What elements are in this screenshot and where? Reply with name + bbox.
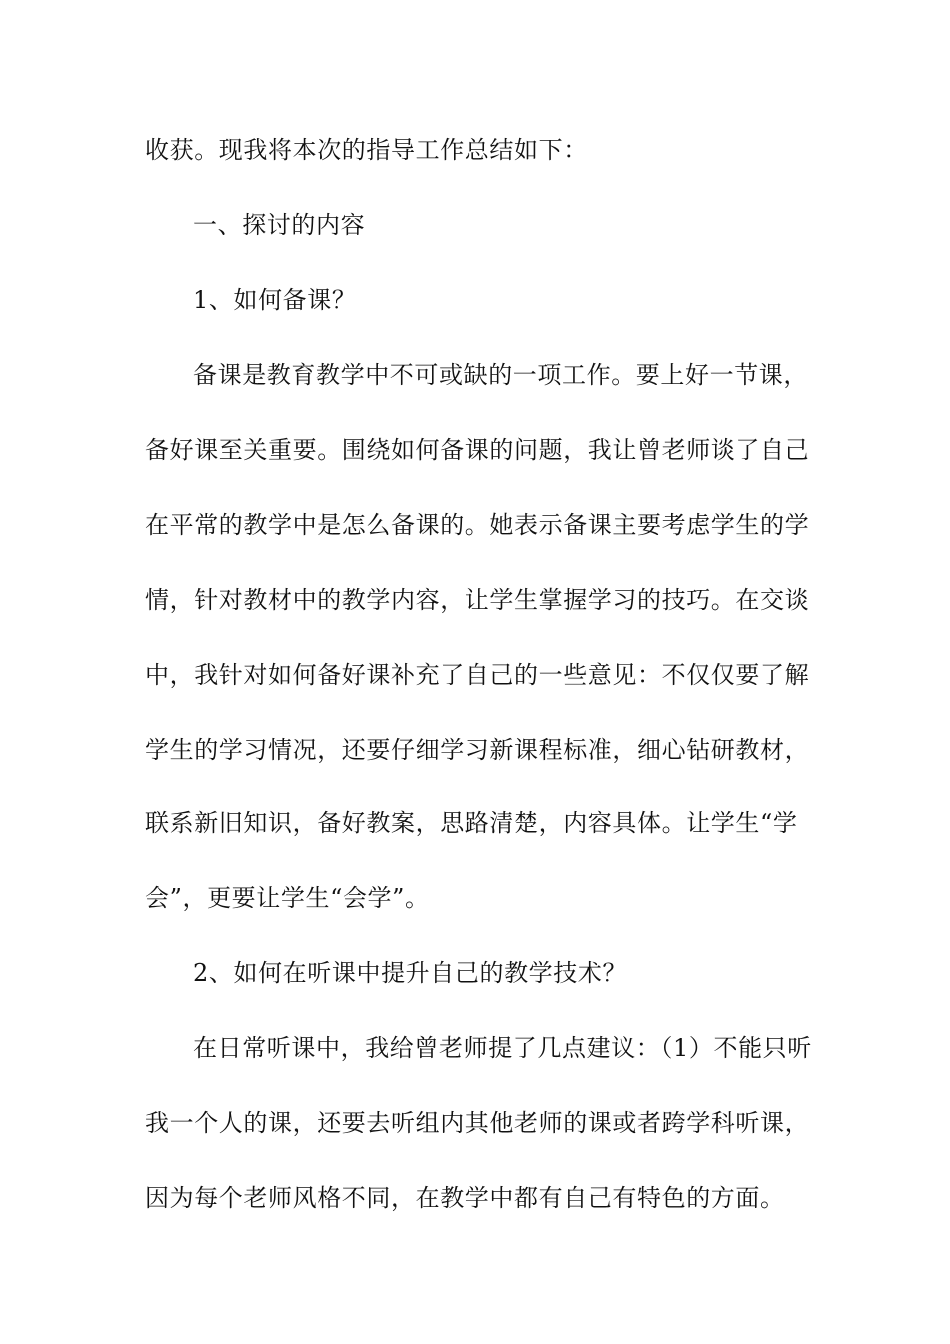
text-line: 收获。现我将本次的指导工作总结如下： (145, 136, 588, 164)
paragraph-line: 备好课至关重要。围绕如何备课的问题，我让曾老师谈了自己 (145, 436, 810, 464)
paragraph-line: 中，我针对如何备好课补充了自己的一些意见：不仅仅要了解 (145, 661, 810, 689)
paragraph-line: 我一个人的课，还要去听组内其他老师的课或者跨学科听课， (145, 1109, 810, 1137)
paragraph-line: 因为每个老师风格不同，在教学中都有自己有特色的方面。 (145, 1184, 785, 1212)
subsection-heading: 2、如何在听课中提升自己的教学技术？ (193, 959, 628, 987)
subsection-heading: 1、如何备课？ (193, 286, 357, 314)
paragraph-line: 联系新旧知识，备好教案，思路清楚，内容具体。让学生“学 (145, 809, 798, 837)
section-heading: 一、探讨的内容 (193, 211, 366, 239)
paragraph-line: 备课是教育教学中不可或缺的一项工作。要上好一节课， (193, 361, 808, 389)
paragraph-line: 情，针对教材中的教学内容，让学生掌握学习的技巧。在交谈 (145, 586, 810, 614)
paragraph-line: 在日常听课中，我给曾老师提了几点建议：（1）不能只听 (193, 1034, 812, 1062)
paragraph-line: 学生的学习情况，还要仔细学习新课程标准，细心钻研教材， (145, 736, 810, 764)
paragraph-line: 会”，更要让学生“会学”。 (145, 884, 430, 912)
paragraph-line: 在平常的教学中是怎么备课的。她表示备课主要考虑学生的学 (145, 511, 810, 539)
